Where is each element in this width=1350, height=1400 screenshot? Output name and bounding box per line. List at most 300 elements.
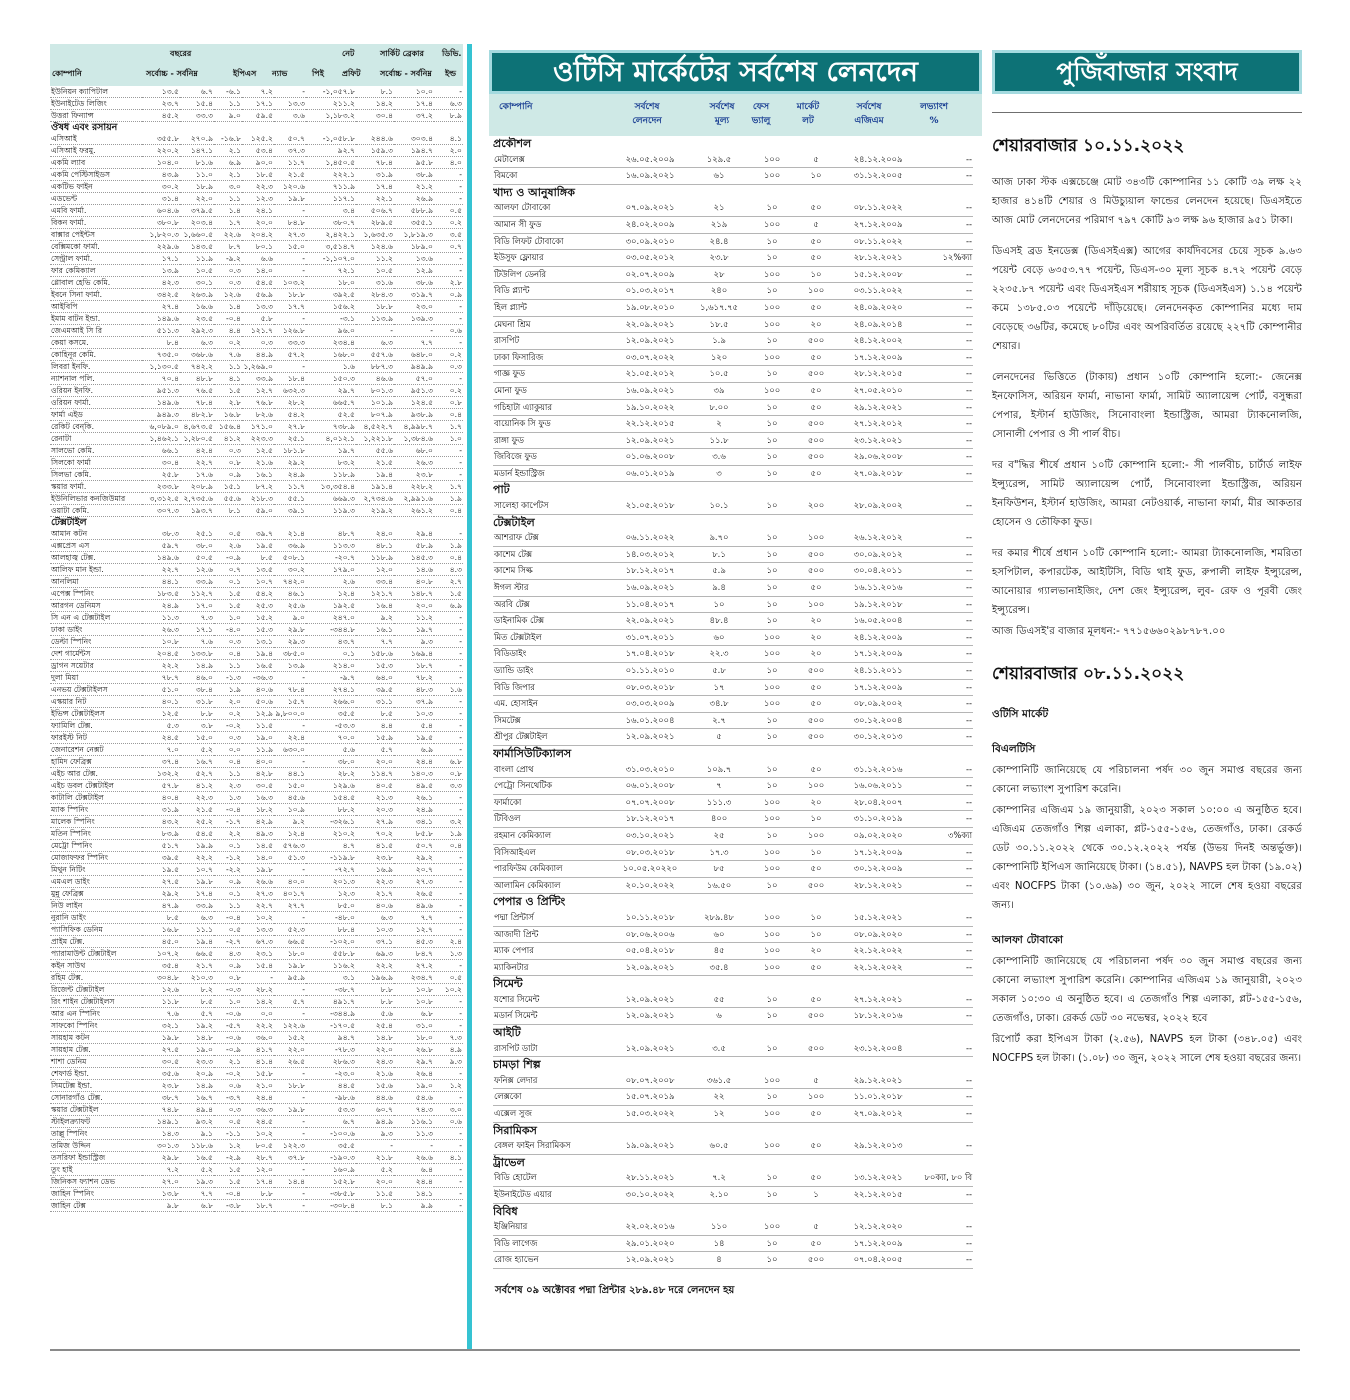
value-cell: ৩.০	[214, 181, 242, 193]
value-cell: -০.৩	[214, 984, 242, 996]
otc-value-cell: ১০	[793, 266, 839, 283]
value-cell: -	[434, 445, 463, 457]
otc-value-cell: ১০০	[793, 778, 839, 795]
value-cell: ০.০	[214, 744, 242, 756]
table-row	[50, 648, 463, 660]
otc-table-row	[493, 1235, 973, 1252]
table-row	[50, 972, 463, 984]
value-cell: ৩৯.৭	[242, 528, 274, 540]
value-cell: -৪.০	[214, 624, 242, 636]
news-paragraph: লেনদেনের ভিত্তিতে (টাকায়) প্রধান ১০টি কোম্পানি হলো:- জেনেক্স ইনফোসিস, অরিয়ন ফার্মা, নাভানা ফার্মা, সামিট অ্যালায়েন্স পোর্ট, বসুন্ধরা পেপার, ইস্টার্ন হাউজিং, সিনোবাংলা ইন্ডাস্ট্রিজ, আমরা ট্যাকনোলজি, সোনালী পেপার ও সী পার্ল বীচ।	[992, 372, 1302, 440]
otc-table-row	[493, 910, 973, 926]
otc-value-cell: ৫০০	[793, 546, 839, 563]
otc-value-cell: ১০০	[751, 216, 793, 233]
otc-value-cell: ৫	[687, 729, 751, 746]
otc-value-cell: ৫০	[793, 1138, 839, 1154]
otc-company-cell: লেক্সকো	[493, 1089, 613, 1106]
otc-table-row	[493, 366, 973, 383]
value-cell: ২০৩.৪	[180, 217, 214, 229]
value-cell: ৩৩.৩	[180, 110, 214, 122]
value-cell: ১৭.৪	[356, 181, 394, 193]
company-name-cell: ইমাম বাটন ইন্ডা.	[50, 313, 142, 325]
otc-table-row	[493, 1170, 973, 1186]
value-cell: ০.৩	[214, 277, 242, 289]
company-name-cell: তমিজ উদ্দিন	[50, 1140, 142, 1152]
news-paragraph: আজ ডিএসই'র বাজার মূলধন:- ৭৭১৫৬৬০২৯৮৭৮৭.০০	[992, 626, 1226, 637]
value-cell: ১২.৪	[306, 588, 356, 600]
value-cell: ১.৪	[214, 301, 242, 313]
value-cell: ১.৬	[306, 361, 356, 373]
otc-table-row	[493, 679, 973, 696]
value-cell: ০.৬	[214, 1080, 242, 1092]
otc-value-cell: ৫০০	[793, 877, 839, 894]
otc-value-cell: ১০	[751, 200, 793, 216]
value-cell: ০.৭	[214, 564, 242, 576]
company-name-cell: জিনিকস ফ্যাশন ডেভ	[50, 1176, 142, 1188]
value-cell: ৫৫৭.৬	[356, 349, 394, 361]
value-cell: ১৪.২	[356, 98, 394, 110]
otc-value-cell: ৫.৯	[687, 563, 751, 580]
otc-value-cell: ১০	[751, 1041, 793, 1057]
value-cell: ৪.৭	[306, 840, 356, 852]
value-cell: ১১৮.৬	[180, 1140, 214, 1152]
value-cell: ১.৫	[214, 1164, 242, 1176]
value-cell: -৬.১	[214, 86, 242, 98]
otc-value-cell: ৩০.১০.২০২২	[613, 1187, 687, 1204]
otc-value-cell: ১০	[751, 729, 793, 746]
otc-value-cell: ১৭.১২.২০০৯	[839, 349, 917, 366]
value-cell: ২৪.৫	[142, 732, 180, 744]
value-cell: ৪৮২.৮	[180, 409, 214, 421]
value-cell: ১৬.৫	[180, 1152, 214, 1164]
value-cell: ৮৪.৭	[394, 948, 434, 960]
otc-value-cell: ২২.১২.২০২২	[839, 943, 917, 960]
otc-value-cell: ১৪	[687, 1235, 751, 1252]
value-cell: -৭৮.৩	[306, 1044, 356, 1056]
value-cell: ২৪.১	[242, 205, 274, 217]
value-cell: ১.৯	[434, 828, 463, 840]
otc-company-cell: মেটালেক্স	[493, 152, 613, 168]
value-cell: ২.৭	[434, 576, 463, 588]
value-cell: ১৮.২	[242, 804, 274, 816]
value-cell: ৭.৭	[180, 1188, 214, 1200]
value-cell: ১৬.৯	[356, 864, 394, 876]
value-cell: -	[434, 1188, 463, 1200]
value-cell: ২৫.২	[180, 816, 214, 828]
company-name-cell: উত্তরা ফিন্যান্স	[50, 110, 142, 122]
value-cell: -	[434, 301, 463, 313]
otc-value-cell: --	[917, 663, 973, 680]
otc-market-panel	[489, 50, 982, 1340]
otc-value-cell: ১০০	[751, 679, 793, 696]
otc-value-cell: ১০	[793, 926, 839, 943]
otc-value-cell: ০৭.০৯.২০২১	[613, 200, 687, 216]
value-cell: ১,৮২০.৩	[142, 229, 180, 241]
otc-value-cell: ১০০	[751, 316, 793, 333]
company-name-cell: ড্রাগন সয়েটার	[50, 660, 142, 672]
otc-value-cell: ১০	[751, 1252, 793, 1269]
value-cell: ৫০৬.৭	[356, 205, 394, 217]
otc-sector-heading: সিমেন্ট	[493, 977, 523, 991]
company-name-cell: তাল্লু স্পিনিং	[50, 1128, 142, 1140]
value-cell: ১৯.৪	[242, 648, 274, 660]
otc-table-row	[493, 530, 973, 546]
otc-value-cell: ১০০	[751, 861, 793, 878]
value-cell: ০.২	[434, 385, 463, 397]
otc-value-cell: ১৭.১২.২০০৯	[839, 844, 917, 861]
news-divider	[992, 112, 1302, 113]
value-cell: ১.০	[214, 612, 242, 624]
value-cell: ২.৬	[306, 576, 356, 588]
value-cell: ৭৪২.২	[180, 361, 214, 373]
page-bottom-rule	[50, 1349, 1300, 1351]
value-cell: ৪০.৪	[142, 792, 180, 804]
otc-table-row	[493, 1089, 973, 1106]
value-cell: ১.৩	[214, 792, 242, 804]
value-cell: ১০.২	[242, 1128, 274, 1140]
value-cell: ১৫৯.৩	[356, 145, 394, 157]
value-cell: ২৫.৪	[356, 1020, 394, 1032]
value-cell: -৩৬.৩	[242, 672, 274, 684]
otc-value-cell: ৪০০	[687, 811, 751, 828]
value-cell: ৩০.৫	[242, 780, 274, 792]
value-cell: ০.৪	[214, 756, 242, 768]
value-cell: -৫.৭	[214, 1020, 242, 1032]
value-cell: ২০.৭	[394, 864, 434, 876]
otc-value-cell: ১০	[751, 233, 793, 250]
value-cell: ২৪.৯	[394, 804, 434, 816]
company-name-cell: বেক্সিমকো ফার্মা.	[50, 241, 142, 253]
otc-company-cell: মডার্ন ইন্ডাস্ট্রিজ	[493, 465, 613, 482]
value-cell: ৩.৫	[434, 229, 463, 241]
value-cell: ১১.৩	[142, 612, 180, 624]
value-cell: ৩২.১	[142, 1020, 180, 1032]
value-cell: ০.১	[214, 888, 242, 900]
otc-value-cell: ১৭.১২.২০০৯	[839, 679, 917, 696]
value-cell: ৬.৩	[434, 98, 463, 110]
value-cell: ১.৫	[214, 600, 242, 612]
otc-value-cell: ৫০	[793, 1235, 839, 1252]
otc-value-cell: ১০০	[751, 299, 793, 316]
table-row	[50, 1008, 463, 1020]
value-cell: -	[434, 912, 463, 924]
otc-company-cell: ফনিক্স লেদার	[493, 1073, 613, 1089]
otc-company-cell: গচিহাটা এ্যাকুয়ার	[493, 399, 613, 416]
otc-table-row	[493, 382, 973, 399]
value-cell: ১১৩.৯	[356, 313, 394, 325]
otc-value-cell: --	[917, 416, 973, 433]
value-cell: ১০.৭	[180, 864, 214, 876]
otc-value-cell: ৬০.৫	[687, 1138, 751, 1154]
otc-value-cell: --	[917, 712, 973, 729]
value-cell: ৩০.৪	[356, 110, 394, 122]
value-cell: ৬.৩	[180, 337, 214, 349]
otc-value-cell: ১০০	[751, 926, 793, 943]
table-row	[50, 672, 463, 684]
value-cell: ৪.১	[434, 133, 463, 145]
value-cell: ২১.৬	[356, 1068, 394, 1080]
value-cell: ৬.৮	[180, 1200, 214, 1212]
otc-header-last-price: সর্বশেষ মূল্য	[709, 102, 735, 126]
value-cell: ০.৫	[434, 972, 463, 984]
value-cell: ৯.৩	[394, 636, 434, 648]
value-cell: -	[356, 325, 394, 337]
otc-company-cell: ইউনাইটেড এয়ার	[493, 1187, 613, 1204]
news-heading-1011: শেয়ারবাজার ১০.১১.২০২২	[992, 136, 1185, 156]
value-cell: ৪৬.৬	[356, 373, 394, 385]
otc-value-cell: ১০	[751, 1089, 793, 1106]
otc-value-cell: ০৬.১১.২০২২	[613, 530, 687, 546]
value-cell: ১৩৩.৮	[180, 648, 214, 660]
otc-value-cell: --	[917, 449, 973, 466]
table-row	[50, 98, 463, 110]
company-name-cell: ন্যাশনাল পলি.	[50, 373, 142, 385]
value-cell: ৪৪.৯	[242, 349, 274, 361]
value-cell: ৩০৩.৪	[394, 133, 434, 145]
otc-value-cell: ১০	[751, 465, 793, 482]
company-name-cell: এডভেন্ট	[50, 193, 142, 205]
otc-value-cell: ০৭.০৪.২০০৫	[839, 1252, 917, 1269]
value-cell: ১৪.৮	[180, 1032, 214, 1044]
table-row	[50, 1068, 463, 1080]
value-cell: ৪৩.৯	[142, 169, 180, 181]
value-cell: ১,৬৩৫.৩	[356, 229, 394, 241]
value-cell: ৫৬.৯	[242, 289, 274, 301]
company-name-cell: আলিফ মান ইন্ডা.	[50, 564, 142, 576]
otc-company-cell: ড্যান্ডি ডাইং	[493, 663, 613, 680]
value-cell: ১৭৯.০	[306, 564, 356, 576]
otc-value-cell: --	[917, 333, 973, 350]
value-cell: ৯.৯	[394, 1200, 434, 1212]
otc-value-cell: ২৯.১২.২০২১	[839, 399, 917, 416]
value-cell: ৫০.৭	[394, 840, 434, 852]
value-cell: -৩৪৪.৮	[306, 624, 356, 636]
otc-header-dividend: লভ্যাংশ %	[920, 102, 948, 126]
value-cell: -১,১০৭.০	[306, 253, 356, 265]
company-name-cell: সিলভা কেমি.	[50, 469, 142, 481]
value-cell: ৯.২	[274, 816, 306, 828]
value-cell: ৭৪২.০	[274, 576, 306, 588]
value-cell: ৩৫৫.৮	[142, 133, 180, 145]
otc-value-cell: ২৮.১২.২০২১	[839, 250, 917, 267]
value-cell: ২১৪.০	[306, 660, 356, 672]
otc-company-cell: শ্রীপুর টেক্সটাইল	[493, 729, 613, 746]
value-cell: ০.৮	[214, 457, 242, 469]
value-cell: ৩৭.৩	[274, 145, 306, 157]
table-row	[50, 708, 463, 720]
value-cell: -২৩.০	[306, 1068, 356, 1080]
otc-value-cell: ১০	[751, 333, 793, 350]
table-row	[50, 289, 463, 301]
value-cell: ৩৫.৫	[306, 1140, 356, 1152]
value-cell: ১৪৮.৭	[394, 588, 434, 600]
otc-company-cell: সিমটেক্স	[493, 712, 613, 729]
table-row	[50, 780, 463, 792]
otc-company-cell: ঈগল স্টার	[493, 580, 613, 597]
value-cell: ২০৪.৫	[142, 648, 180, 660]
news-paragraph: কোম্পানিটি জানিয়েছে যে পরিচালনা পর্ষদ ৩০ জুন সমাপ্ত বছরের জন্য কোনো লভ্যাংশ সুপারিশ করেনি। কোম্পানির এজিএম ১৯ জানুয়ারী, ২০২৩ সকাল ১০:৩০ এ অনুষ্ঠিত হবে। এ তেজগাঁও শিল্প এলাকা, প্লট-১৫৫-১৫৬, তেজগাঁও, ঢাকা। রেকর্ড ডেট ৩০ নভেম্বর, ২০২২ হবে	[992, 956, 1302, 1024]
otc-value-cell: ০১.০৩.২০১৭	[613, 283, 687, 300]
table-row	[50, 1128, 463, 1140]
table-row	[50, 876, 463, 888]
value-cell: -	[434, 996, 463, 1008]
otc-value-cell: ১২.০৯.২০২১	[613, 1008, 687, 1025]
value-cell: ১৩.৩	[242, 301, 274, 313]
value-cell: -	[434, 624, 463, 636]
otc-value-cell: ১০	[793, 811, 839, 828]
table-row	[50, 636, 463, 648]
otc-company-cell: আলফা টোবাকো	[493, 200, 613, 216]
value-cell: ১৮.৮	[274, 289, 306, 301]
value-cell: -৩০৮.৪	[306, 1200, 356, 1212]
value-cell: ১৭.০	[180, 600, 214, 612]
otc-company-cell: কাশেম টেক্স	[493, 546, 613, 563]
otc-value-cell: --	[917, 811, 973, 828]
company-name-cell: রেকিট বেন্‌কি.	[50, 421, 142, 433]
otc-sector-heading-row	[493, 976, 973, 992]
value-cell: ১১.৭	[274, 481, 306, 493]
value-cell: ৩৯.৫	[142, 852, 180, 864]
value-cell: ২,৭৩৪.৬	[356, 493, 394, 505]
value-cell: ১৭.৬	[180, 469, 214, 481]
value-cell: ১৮.৪	[274, 373, 306, 385]
table-row	[50, 624, 463, 636]
otc-table-row	[493, 844, 973, 861]
otc-value-cell: --	[917, 1138, 973, 1154]
value-cell: ২২.৩	[242, 181, 274, 193]
value-cell: ২৬.৪	[394, 1068, 434, 1080]
otc-value-cell: ২৮.০৪.২০০৭	[839, 794, 917, 811]
table-row	[50, 1116, 463, 1128]
otc-value-cell: ১০০	[751, 1138, 793, 1154]
otc-table-row	[493, 1073, 973, 1089]
otc-table-row	[493, 283, 973, 300]
value-cell: ২২.২	[142, 660, 180, 672]
otc-value-cell: --	[917, 861, 973, 878]
otc-table-row	[493, 152, 973, 168]
value-cell: ৯৫.৯	[274, 972, 306, 984]
header-company: কোম্পানি	[52, 69, 82, 78]
value-cell: ৪৪.৫	[306, 1080, 356, 1092]
value-cell: ১৭.১	[180, 624, 214, 636]
otc-table-row	[493, 1252, 973, 1269]
value-cell: ৪১.৭	[242, 1044, 274, 1056]
company-name-cell: সালভো কেমি.	[50, 445, 142, 457]
value-cell: ১০.৩	[356, 924, 394, 936]
otc-value-cell: ১০	[793, 168, 839, 185]
value-cell: ১০.৮	[394, 984, 434, 996]
otc-header-last-trade: সর্বশেষ লেনদেন	[632, 102, 662, 126]
value-cell: ১৭.৪	[394, 98, 434, 110]
value-cell: ৩৮০.৮	[142, 217, 180, 229]
table-row	[50, 720, 463, 732]
value-cell: ৭৮.৪	[180, 397, 214, 409]
value-cell: ১৯.৫	[242, 540, 274, 552]
value-cell: ৭৬.৫	[180, 385, 214, 397]
otc-value-cell: ১০০	[751, 168, 793, 185]
value-cell: -	[274, 253, 306, 265]
company-name-cell: নুরানি ডাইং	[50, 912, 142, 924]
otc-value-cell: ১,৬১৭.৭৫	[687, 299, 751, 316]
otc-value-cell: ১৩.১২.২০২১	[839, 1170, 917, 1186]
header-cb-high-low: সর্বোচ্চ - সর্বনিম্ন	[380, 69, 432, 78]
value-cell: ২৯.২	[394, 852, 434, 864]
otc-company-cell: হিল প্ল্যান্ট	[493, 299, 613, 316]
value-cell: ০.৪	[434, 409, 463, 421]
value-cell: ৯৩.২	[180, 1116, 214, 1128]
value-cell: ৪০১.৭	[274, 888, 306, 900]
otc-value-cell: ২২.১২.২০১৫	[839, 1187, 917, 1204]
company-name-cell: সিমটেক্স ইন্ডা.	[50, 1080, 142, 1092]
value-cell: ৬,০৮৯.০	[142, 421, 180, 433]
value-cell: ২৭.৮	[274, 421, 306, 433]
value-cell: ১৯.৮	[180, 876, 214, 888]
value-cell: ৭.২	[142, 1164, 180, 1176]
value-cell: ২৫.১	[274, 433, 306, 445]
otc-company-cell: আশরাফ টেক্স	[493, 530, 613, 546]
header-nav: ন্যাভ	[272, 69, 288, 78]
otc-value-cell: ১৭.১২.২০০৯	[839, 646, 917, 663]
table-row	[50, 217, 463, 229]
otc-value-cell: ৫.৮	[687, 663, 751, 680]
otc-value-cell: ৩৯	[687, 382, 751, 399]
table-row	[50, 1092, 463, 1104]
otc-value-cell: ০৮.০৩.২০১৮	[613, 679, 687, 696]
value-cell: ২৯.৩	[274, 636, 306, 648]
otc-value-cell: --	[917, 563, 973, 580]
value-cell: ২৮৬.৩	[306, 1056, 356, 1068]
otc-value-cell: ২.৭	[687, 712, 751, 729]
value-cell: ৩.৩	[434, 780, 463, 792]
otc-value-cell: ৬০	[687, 926, 751, 943]
value-cell: ৯৫১.৩	[142, 385, 180, 397]
value-cell: ১৪.৯	[180, 660, 214, 672]
otc-value-cell: ৫০	[793, 861, 839, 878]
otc-value-cell: ১০	[751, 498, 793, 514]
value-cell: ১,২৬৯.০	[243, 362, 273, 371]
value-cell: ২০.০	[394, 600, 434, 612]
otc-value-cell: ১৬.০৫.২০০৪	[839, 613, 917, 630]
value-cell: ৮৮৭.৩	[356, 361, 394, 373]
value-cell: ৯.০	[274, 612, 306, 624]
company-name-cell: তসরিফা ইন্ডাস্ট্রিজ	[50, 1152, 142, 1164]
value-cell: ২৬.১	[394, 792, 434, 804]
value-cell: ৩০১.৩	[142, 1140, 180, 1152]
value-cell: ৩০.২	[274, 564, 306, 576]
otc-table-row	[493, 596, 973, 613]
value-cell: ২৮৯.৫	[356, 217, 394, 229]
value-cell: -৩৮.৭	[306, 984, 356, 996]
company-name-cell: মতিন স্পিনিং	[50, 828, 142, 840]
value-cell: ৮১.৬	[180, 157, 214, 169]
value-cell: ৭৩৫.০	[142, 349, 180, 361]
value-cell: ৭৮.৭	[142, 672, 180, 684]
value-cell: ২৯২.৩	[180, 325, 214, 337]
value-cell: ৫৪.৬	[394, 1092, 434, 1104]
otc-value-cell: ১৬.০১.২০০৪	[613, 712, 687, 729]
otc-value-cell: ৩০.০৪.২০১১	[839, 563, 917, 580]
value-cell: ১৫.৩	[242, 624, 274, 636]
value-cell: ৪.৩	[214, 948, 242, 960]
otc-sector-heading-row	[493, 745, 973, 761]
company-name-cell: এইচ ডবল টেক্সটাইল	[50, 780, 142, 792]
otc-value-cell: --	[917, 1235, 973, 1252]
value-cell: ৮২.৬	[242, 409, 274, 421]
value-cell: ৫৪.২	[274, 409, 306, 421]
otc-table-row	[493, 1138, 973, 1154]
otc-value-cell: ২৪০	[687, 283, 751, 300]
table-row	[50, 996, 463, 1008]
